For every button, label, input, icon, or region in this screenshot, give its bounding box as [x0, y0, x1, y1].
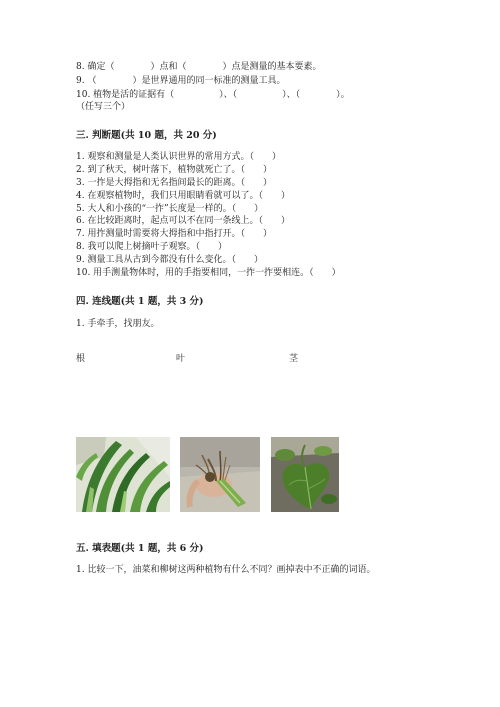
- tf-item: 5. 大人和小孩的“一拃”长度是一样的。（ ）: [76, 204, 264, 214]
- section-4-heading: 四. 连线题(共 1 题，共 3 分): [76, 296, 204, 307]
- section-3-heading: 三. 判断题(共 10 题，共 20 分): [76, 130, 217, 141]
- tf-item: 1. 观察和测量是人类认识世界的常用方式。（ ）: [76, 152, 281, 162]
- tf-item: 8. 我可以爬上树摘叶子观察。（ ）: [76, 242, 227, 252]
- match-word-leaf: 叶: [176, 354, 186, 364]
- tf-item: 10. 用手测量物体时，用的手指要相同，一拃一拃要相连。（ ）: [76, 268, 341, 278]
- match-word-root: 根: [76, 354, 86, 364]
- tf-item: 9. 测量工具从古到今都没有什么变化。（ ）: [76, 255, 263, 265]
- leaf-photo-drawing: [76, 437, 170, 512]
- tf-item: 2. 到了秋天，树叶落下，植物就死亡了。（ ）: [76, 165, 272, 175]
- table-question: 1. 比较一下，油菜和柳树这两种植物有什么不同？画掉表中不正确的词语。: [76, 565, 376, 575]
- tf-item: 3. 一拃是大拇指和无名指间最长的距离。（ ）: [76, 178, 272, 188]
- question-10: 10. 植物是活的证据有（ ）、（ ）、（ ）。: [76, 90, 350, 100]
- matching-question: 1. 手牵手，找朋友。: [76, 319, 160, 329]
- heart-leaf-photo-drawing: [271, 437, 339, 512]
- tf-item: 4. 在观察植物时，我们只用眼睛看就可以了。（ ）: [76, 191, 290, 201]
- root-photo-drawing: [180, 437, 260, 512]
- leaf-photo[interactable]: [76, 437, 170, 512]
- question-8: 8. 确定（ ）点和（ ）点是测量的基本要素。: [76, 62, 322, 72]
- question-10-note: （任写三个）: [76, 102, 131, 112]
- section-5-heading: 五. 填表题(共 1 题，共 6 分): [76, 543, 204, 554]
- tf-item: 6. 在比较距离时，起点可以不在同一条线上。（ ）: [76, 216, 290, 226]
- tf-item: 7. 用拃测量时需要将大拇指和中指打开。（ ）: [76, 229, 272, 239]
- match-word-stem: 茎: [289, 354, 299, 364]
- heart-leaf-photo[interactable]: [271, 437, 339, 512]
- root-photo[interactable]: [180, 437, 260, 512]
- question-9: 9. （ ）是世界通用的同一标准的测量工具。: [76, 76, 286, 86]
